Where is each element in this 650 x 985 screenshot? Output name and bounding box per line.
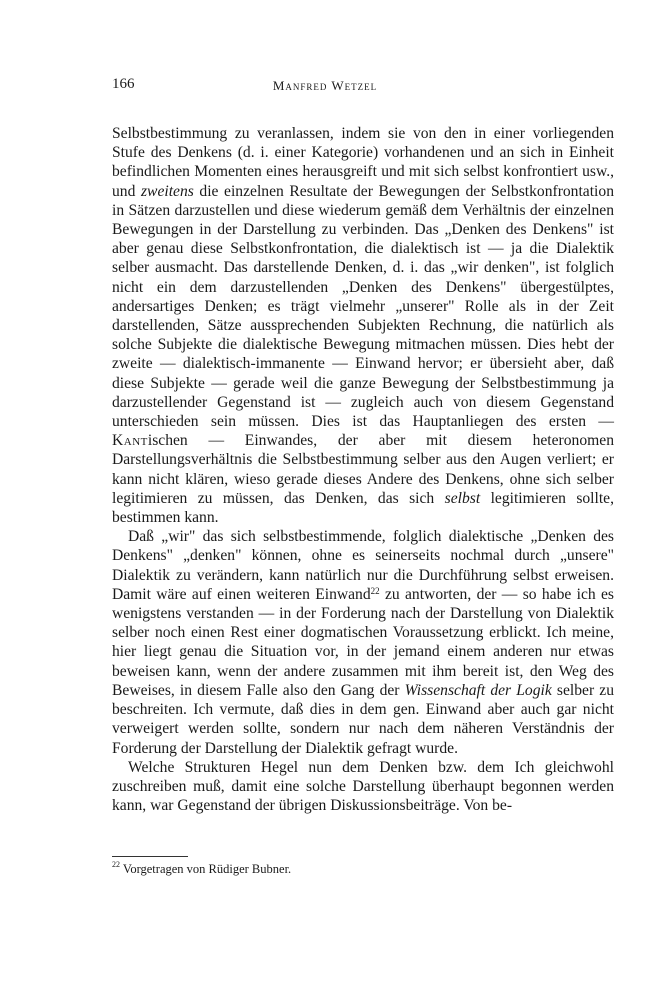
small-caps-run: Kant (112, 432, 148, 450)
running-head: Manfred Wetzel (272, 78, 378, 93)
text-run: zu antworten, der — so habe ich es wenigstens verstanden — in der Forderung nach der Darstellung von Dialektik selber noch einen Rest einer dogmatischen Voraussetzung erblickt. Ich meine, hier liegt genau die Situation vor, in der jemand einem anderen nur etwas beweisen kann, wenn der andere zusammen mit ihm bereit ist, den Weg des Beweises, in diesem Falle also den Gang der (112, 585, 614, 699)
footnote-number: 22 (112, 860, 120, 869)
footnote-text: Vorgetragen von Rüdiger Bubner. (122, 862, 292, 876)
paragraph-3 (112, 758, 614, 816)
text-run: die einzelnen Resultate der Bewegungen der Selbstkonfrontation in Sätzen darzustellen und diese wiederum gemäß dem Verhältnis der einzelnen Bewegungen in der Darstellung zu verbinden. Das „Denken des Denkens" ist aber genau diese Selbstkonfrontation, die dialektisch ist — ja die Dialektik selber ausmacht. Das darstellende Denken, d. i. das „wir denken", ist folglich nicht ein dem darzustellenden „Denken des Denkens" übergestülptes, andersartiges Denken; es trägt vielmehr „unserer" Rolle als in der Zeit darstellenden, Sätze aussprechenden Subjekten Rechnung, die natürlich als solche Subjekte die dialektische Bewegung mitmachen müssen. Dies hebt der zweite — dialektisch-immanente — Einwand hervor; er übersieht aber, daß diese Subjekte — gerade weil die ganze Bewegung der Selbstbestimmung ja darzustellender Gegenstand ist — zugleich auch von diesem Gegenstand unterschieden sein müssen. Dies ist das Hauptanliegen des ersten — (112, 182, 614, 431)
paragraph-1 (112, 124, 614, 527)
footnote (112, 862, 291, 877)
text-run: ischen — Einwandes, der aber mit diesem heteronomen Darstellungsverhältnis die Selbstbestimmung selber aus den Augen verliert; er kann nicht klären, wieso gerade dieses Andere des Denkens, ohne sich selber legitimieren zu müssen, das Denken, das sich (112, 432, 614, 507)
italic-run: Wissenschaft der Logik (404, 681, 552, 699)
text-run: Welche Strukturen Hegel nun dem Denken bzw. dem Ich gleichwohl zuschreiben muß, damit eine solche Darstellung überhaupt begonnen werden kann, war Gegenstand der übrigen Diskussionsbeiträge. Von be- (112, 758, 614, 815)
paragraph-2 (112, 527, 614, 757)
body-text (112, 124, 614, 815)
text-run: selber zu beschreiten. Ich vermute, daß dies in dem gen. Einwand aber auch gar nicht verweigert werden sollte, sondern nur nach dem näheren Verständnis der Forderung der Darstellung der Dialektik gefragt wurde. (112, 681, 614, 757)
footnote-rule (112, 856, 188, 857)
footnote-reference: 22 (370, 585, 380, 596)
italic-run: zweitens (140, 182, 194, 200)
page-number: 166 (112, 76, 135, 92)
text-run: legitimieren sollte, bestimmen kann. (112, 489, 614, 527)
text-run: Daß „wir" das sich selbstbestimmende, folglich dialektische „Denken des Denkens" „denken" können, ohne es seinerseits nochmal durch „unsere" Dialektik zu verändern, kann natürlich nur die Durchführung selbst erweisen. Damit wäre auf einen weiteren Einwand (112, 528, 614, 603)
italic-run: selbst (444, 489, 481, 507)
text-run: Selbstbestimmung zu veranlassen, indem sie von den in einer vorliegenden Stufe des Denkens (d. i. einer Kategorie) vorhandenen und an sich in Einheit befindlichen Momenten eines herausgreift und mit sich selbst konfrontiert usw., und (112, 125, 614, 200)
